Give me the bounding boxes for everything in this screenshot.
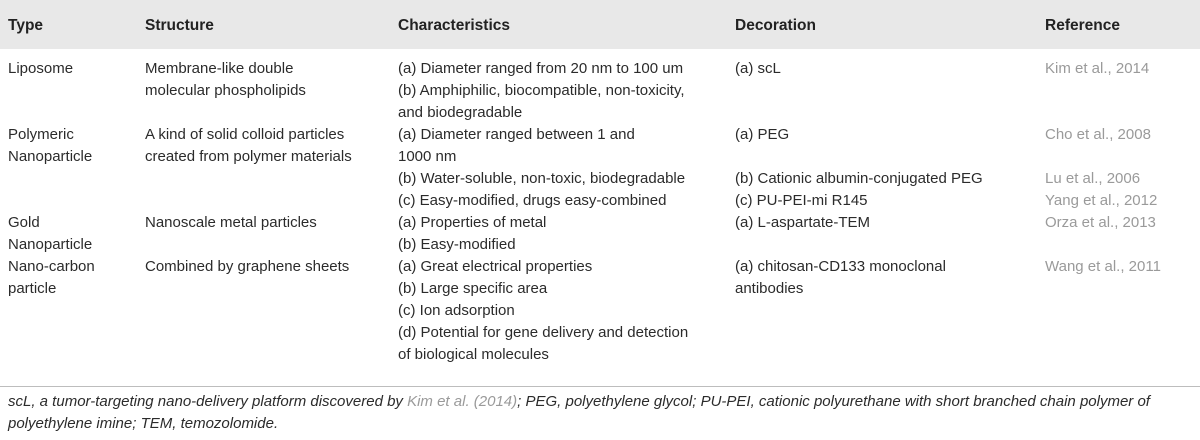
cell-decoration-line: (a) PEG: [735, 126, 790, 143]
table-bottom-rule: [0, 386, 1200, 387]
cell-decoration-line: [735, 146, 1037, 168]
table-body: [0, 49, 1200, 366]
cell-reference-line[interactable]: Wang et al., 2011: [1045, 258, 1161, 275]
cell-structure-line: molecular phospholipids: [145, 82, 306, 99]
cell-type-line: Nanoparticle: [8, 236, 93, 253]
table-footnote: [8, 391, 1194, 435]
cell-type: [0, 49, 137, 124]
cell-reference-line[interactable]: Orza et al., 2013: [1045, 214, 1156, 231]
cell-characteristics: [390, 124, 727, 212]
cell-type-line: Gold: [8, 214, 40, 231]
cell-type: [0, 212, 137, 256]
cell-characteristics: [390, 49, 727, 124]
cell-structure-line: Combined by graphene sheets: [145, 258, 350, 275]
cell-characteristics-line: and biodegradable: [398, 104, 523, 121]
footnote-text-1: scL, a tumor-targeting nano-delivery platform discovered by: [8, 393, 408, 410]
cell-characteristics: [390, 256, 727, 366]
cell-characteristics-line: of biological molecules: [398, 346, 549, 363]
cell-characteristics-line: 1000 nm: [398, 148, 457, 165]
header-row: [0, 0, 1200, 49]
cell-characteristics-line: (b) Water-soluble, non-toxic, biodegradable: [398, 170, 686, 187]
cell-characteristics-line: (b) Amphiphilic, biocompatible, non-toxicity,: [398, 82, 685, 99]
cell-type-line: particle: [8, 280, 57, 297]
cell-characteristics-line: (a) Great electrical properties: [398, 258, 593, 275]
cell-decoration-line: (b) Cationic albumin-conjugated PEG: [735, 170, 983, 187]
cell-structure: [137, 49, 390, 124]
header-structure: Structure: [145, 17, 214, 34]
table-row: [0, 212, 1200, 256]
cell-reference-line[interactable]: Yang et al., 2012: [1045, 192, 1158, 209]
cell-decoration-line: (c) PU-PEI-mi R145: [735, 192, 868, 209]
cell-type: [0, 124, 137, 212]
footnote-text-2: ; PEG, polyethylene glycol; PU-PEI, cationic polyurethane with short branched chain polymer of polyethylene imine; TEM, temozolomide.: [8, 393, 1150, 432]
cell-characteristics-line: (a) Diameter ranged between 1 and: [398, 126, 635, 143]
cell-decoration-line: (a) chitosan-CD133 monoclonal: [735, 258, 946, 275]
header-characteristics: Characteristics: [398, 17, 511, 34]
cell-characteristics-line: (b) Large specific area: [398, 280, 548, 297]
cell-structure: [137, 124, 390, 212]
cell-decoration: [727, 49, 1037, 124]
cell-type-line: Liposome: [8, 60, 74, 77]
cell-structure-line: Nanoscale metal particles: [145, 214, 317, 231]
cell-reference-line[interactable]: Lu et al., 2006: [1045, 170, 1141, 187]
cell-characteristics-line: (d) Potential for gene delivery and detection: [398, 324, 689, 341]
cell-reference: [1037, 256, 1200, 366]
cell-characteristics: [390, 212, 727, 256]
header-type: Type: [8, 17, 44, 34]
cell-type: [0, 256, 137, 366]
cell-reference-line[interactable]: Kim et al., 2014: [1045, 60, 1150, 77]
cell-reference-line[interactable]: [1045, 146, 1200, 168]
cell-decoration-line: (a) scL: [735, 60, 781, 77]
cell-structure-line: Membrane-like double: [145, 60, 294, 77]
cell-decoration: [727, 124, 1037, 212]
header-decoration: Decoration: [735, 17, 816, 34]
cell-reference: [1037, 212, 1200, 256]
cell-characteristics-line: (c) Easy-modified, drugs easy-combined: [398, 192, 667, 209]
cell-type-line: Nano-carbon: [8, 258, 95, 275]
footnote-reference-link[interactable]: Kim et al. (2014): [407, 393, 518, 410]
cell-characteristics-line: (c) Ion adsorption: [398, 302, 515, 319]
cell-characteristics-line: (a) Properties of metal: [398, 214, 547, 231]
cell-decoration-line: (a) L-aspartate-TEM: [735, 214, 871, 231]
table-row: [0, 124, 1200, 212]
cell-type-line: Polymeric: [8, 126, 74, 143]
cell-structure: [137, 212, 390, 256]
cell-reference: [1037, 49, 1200, 124]
table-row: [0, 49, 1200, 124]
cell-decoration-line: antibodies: [735, 280, 804, 297]
cell-decoration: [727, 212, 1037, 256]
cell-structure: [137, 256, 390, 366]
cell-structure-line: A kind of solid colloid particles: [145, 126, 345, 143]
cell-type-line: Nanoparticle: [8, 148, 93, 165]
table-row: [0, 256, 1200, 366]
cell-reference-line[interactable]: Cho et al., 2008: [1045, 126, 1151, 143]
cell-decoration: [727, 256, 1037, 366]
cell-characteristics-line: (a) Diameter ranged from 20 nm to 100 um: [398, 60, 684, 77]
cell-characteristics-line: (b) Easy-modified: [398, 236, 516, 253]
cell-structure-line: created from polymer materials: [145, 148, 352, 165]
cell-reference: [1037, 124, 1200, 212]
table-header: [0, 0, 1200, 49]
header-reference: Reference: [1045, 17, 1120, 34]
